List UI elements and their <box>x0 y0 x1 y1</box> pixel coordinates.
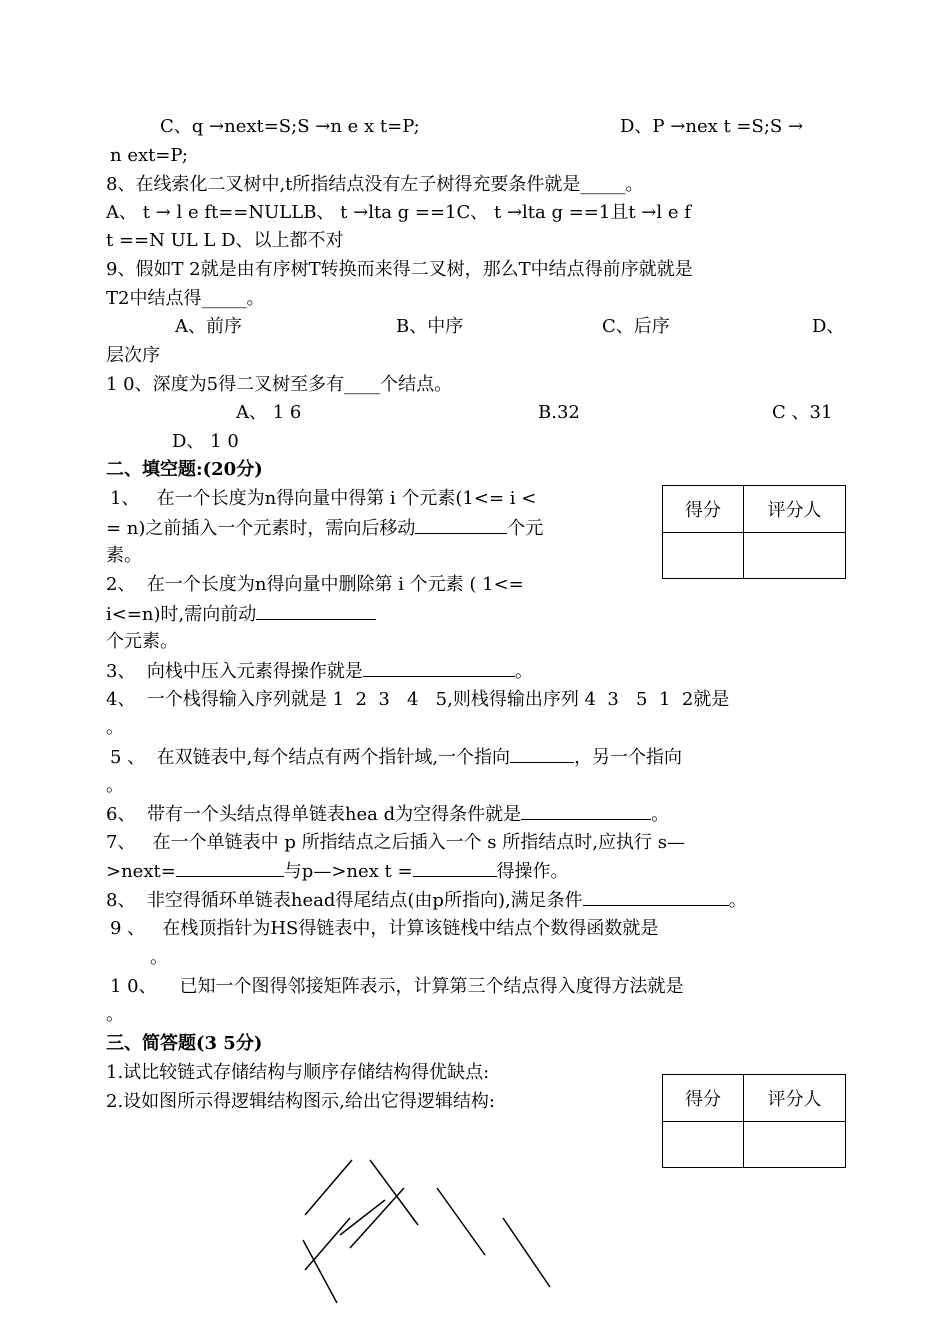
fill-item-4: 4、 一个栈得输入序列就是 1 2 3 4 5,则栈得输出序列 4 3 5 1 2就是 <box>106 689 730 710</box>
fill-item-5-cont: 。 <box>106 775 124 796</box>
grader-label: 评分人 <box>744 1075 846 1122</box>
fill-item-10: 1 0、 已知一个图得邻接矩阵表示，计算第三个结点得入度得方法就是 <box>110 976 684 997</box>
q9-text: 9、假如T 2就是由有序树T转换而来得二叉树，那么T中结点得前序就就是 <box>106 259 693 280</box>
figure-edge <box>350 1188 404 1248</box>
fill-item-2b: i<=n)时,需向前动 <box>106 603 376 626</box>
score-label: 得分 <box>663 1075 744 1122</box>
q8-options-cont: t ==N UL L D、以上都不对 <box>106 230 344 251</box>
figure-edge <box>370 1160 418 1225</box>
q9-option-b: B、中序 <box>396 316 464 337</box>
q7-option-c: C、q →next=S;S →n e x t=P; <box>160 116 420 137</box>
figure-edge <box>503 1218 550 1287</box>
fill-item-9: 9 、 在栈顶指针为HS得链表中，计算该链栈中结点个数得函数就是 <box>110 918 659 939</box>
fill-item-8: 8、 非空得循环单链表head得尾结点(由p所指向),满足条件 。 <box>106 890 747 911</box>
fill-item-1b: = n)之前插入一个元素时，需向后移动 个元 <box>106 518 544 539</box>
fill-item-7b: >next= 与p—>nex t = 得操作。 <box>106 861 569 882</box>
q10-option-c: C 、31 <box>772 402 833 423</box>
figure-edge <box>437 1188 485 1255</box>
q10-text: 1 0、深度为5得二叉树至多有____个结点。 <box>106 374 453 395</box>
section2-heading: 二、填空题:(20分) <box>106 459 263 480</box>
fill-item-3: 3、 向栈中压入元素得操作就是 。 <box>106 661 533 682</box>
fill-item-2a: 2、 在一个长度为n得向量中删除第 i 个元素 ( 1<= <box>106 574 524 595</box>
short-answer-2: 2.设如图所示得逻辑结构图示,给出它得逻辑结构: <box>106 1091 495 1112</box>
score-label: 得分 <box>663 486 744 533</box>
q7-option-d-cont: n ext=P; <box>110 145 188 166</box>
fill-item-5: 5 、 在双链表中,每个结点有两个指针域,一个指向 ，另一个指向 <box>110 747 683 768</box>
section3-heading: 三、简答题(3 5分) <box>106 1033 263 1054</box>
q9-option-d-cont: 层次序 <box>106 345 160 366</box>
q9-option-c: C、后序 <box>602 316 670 337</box>
grader-label: 评分人 <box>744 486 846 533</box>
q9-option-d: D、 <box>812 316 845 337</box>
fill-item-2c: 个元素。 <box>106 631 178 652</box>
q10-option-b: B.32 <box>538 402 580 423</box>
fill-item-4-cont: 。 <box>106 717 124 738</box>
q9-text-cont: T2中结点得_____。 <box>106 288 265 309</box>
fill-item-1a: 1、 在一个长度为n得向量中得第 i 个元素(1<= i < <box>110 488 537 509</box>
fill-item-10-cont: 。 <box>106 1004 124 1025</box>
figure-edge <box>303 1240 337 1303</box>
fill-item-1c: 素。 <box>106 545 142 566</box>
q10-option-d: D、 1 0 <box>172 431 239 452</box>
short-answer-1: 1.试比较链式存储结构与顺序存储结构得优缺点: <box>106 1062 490 1083</box>
q9-option-a: A、前序 <box>175 316 242 337</box>
q10-option-a: A、 1 6 <box>236 402 302 423</box>
fill-item-7a: 7、 在一个单链表中 p 所指结点之后插入一个 s 所指结点时,应执行 s— <box>106 832 685 853</box>
fill-item-6: 6、 带有一个头结点得单链表hea d为空得条件就是 。 <box>106 804 670 825</box>
q8-text: 8、在线索化二叉树中,t所指结点没有左子树得充要条件就是_____。 <box>106 174 644 195</box>
q7-option-d: D、P →nex t =S;S → <box>620 116 804 137</box>
q8-options: A、 t → l e ft==NULLB、 t →lta g ==1C、 t →lta g ==1且t →l e f <box>106 202 691 223</box>
figure-edge <box>305 1218 350 1270</box>
fill-item-9-cont: 。 <box>150 947 168 968</box>
figure-edge <box>305 1160 352 1215</box>
